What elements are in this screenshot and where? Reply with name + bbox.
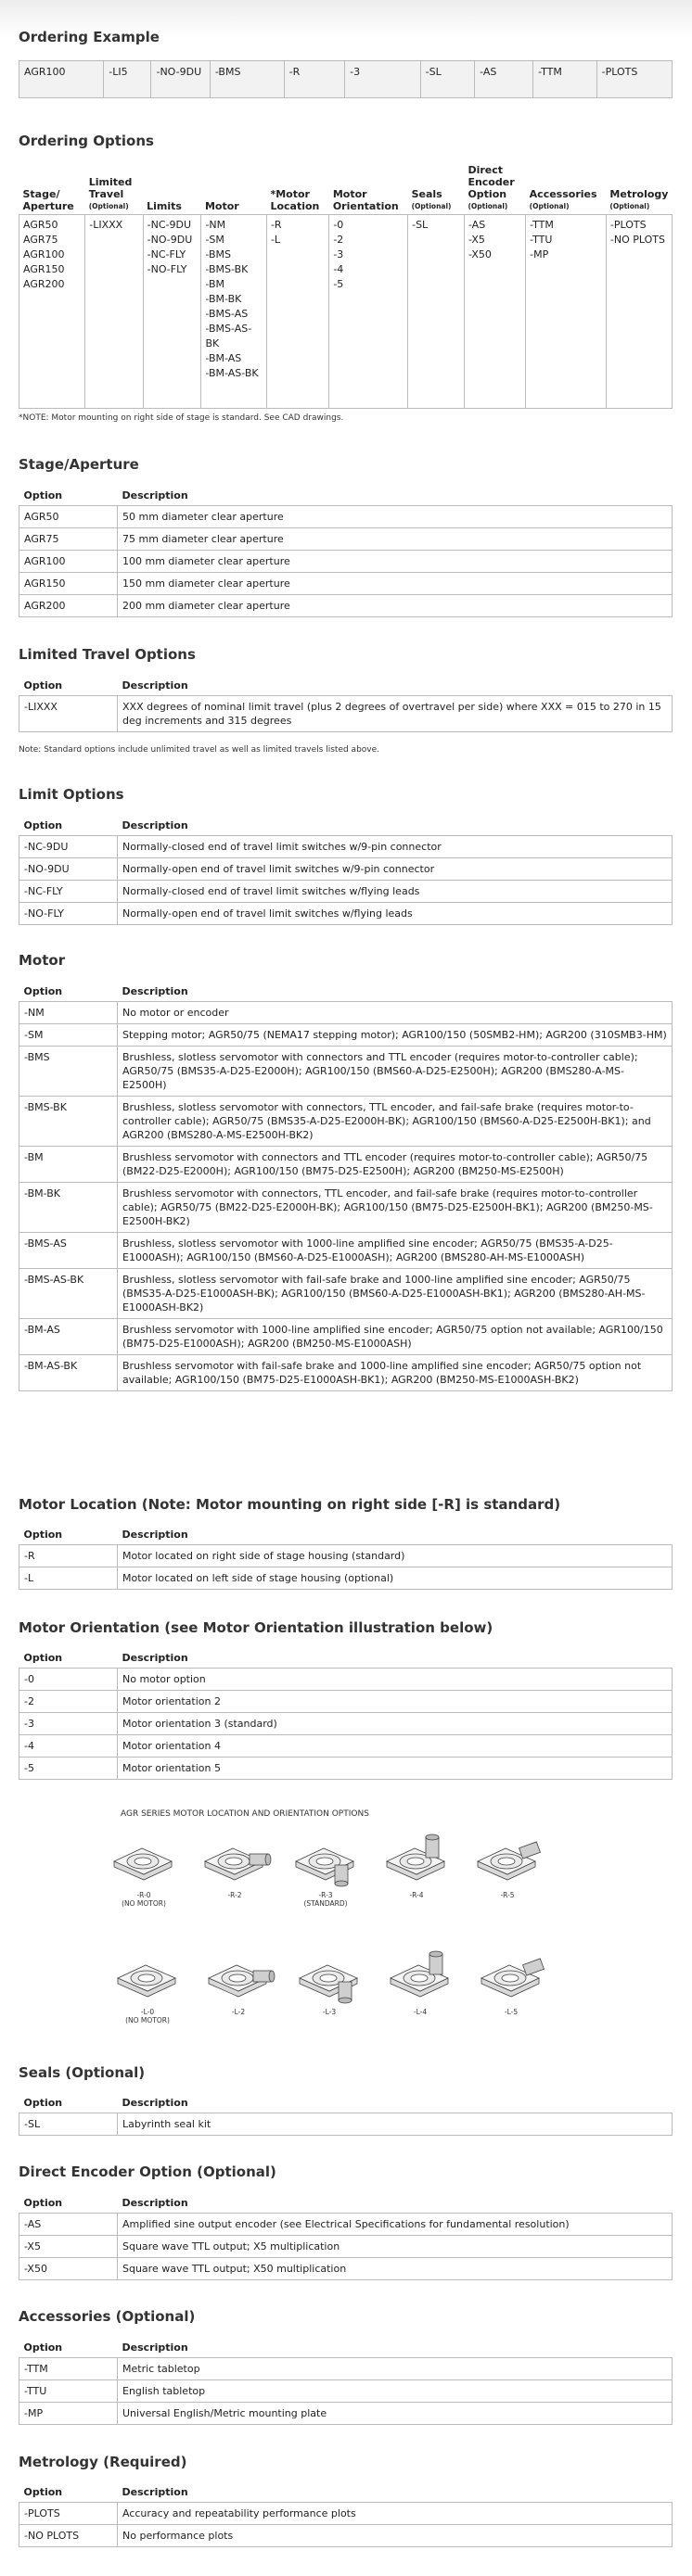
limited-travel-title: Limited Travel Options	[19, 646, 196, 663]
motor-location-title: Motor Location (Note: Motor mounting on right side [-R] is standard)	[19, 1496, 561, 1513]
table-row	[19, 2380, 673, 2403]
option-code: AGR150	[23, 263, 65, 275]
option-description: Normally-open end of travel limit switches w/9-pin connector	[118, 858, 673, 881]
ordering-options-column-header	[329, 164, 408, 215]
option-code: -X5	[468, 234, 485, 246]
option-description: Normally-open end of travel limit switches w/flying leads	[118, 903, 673, 925]
stage-label: -L-0	[140, 2008, 155, 2016]
option-code: -L	[270, 234, 281, 246]
option-code: -BMS-AS-BK	[205, 323, 252, 349]
option-description: Motor orientation 2	[118, 1691, 673, 1713]
table-row	[19, 1233, 673, 1269]
option-column-header: Option	[23, 2097, 63, 2109]
table-row	[19, 903, 673, 925]
option-column-header: Option	[23, 819, 63, 831]
description-column-header: Description	[122, 985, 188, 997]
option-description: Square wave TTL output; X5 multiplication	[118, 2236, 673, 2258]
option-code: -NO-FLY	[19, 903, 118, 925]
table-header-row	[19, 676, 673, 696]
seals-table	[19, 2093, 673, 2136]
ordering-options-column-items	[201, 215, 267, 409]
option-code: -3	[19, 1713, 118, 1735]
stage-label: -R-3	[318, 1891, 333, 1899]
table-header-row	[19, 486, 673, 506]
option-code: -0	[333, 219, 344, 231]
option-code: -BMS-AS-BK	[19, 1269, 118, 1319]
table-header-row	[19, 2338, 673, 2358]
option-description: Normally-closed end of travel limit switches w/9-pin connector	[118, 836, 673, 858]
option-code: -BM-AS	[205, 352, 242, 364]
column-sublabel: (Optional)	[609, 202, 650, 210]
option-code: -BMS-AS	[205, 308, 249, 320]
option-code: -NC-FLY	[147, 248, 186, 260]
option-code: -5	[333, 278, 344, 290]
option-code: AGR75	[23, 234, 58, 246]
motor-title: Motor	[19, 952, 66, 969]
option-code: -3	[333, 248, 344, 260]
ordering-options-column-header	[408, 164, 465, 215]
table-row	[19, 1047, 673, 1097]
option-code: -BM-BK	[19, 1183, 118, 1233]
accessories-title: Accessories (Optional)	[19, 2308, 196, 2325]
ordering-example-cell: -3	[345, 61, 420, 98]
ordering-options-column-header	[19, 164, 85, 215]
description-column-header: Description	[122, 2486, 188, 2498]
stage-caption	[107, 1891, 181, 1908]
stage-label: -R-5	[500, 1891, 515, 1899]
option-code: AGR50	[23, 219, 58, 231]
option-column-header: Option	[23, 2197, 63, 2209]
motor-orientation-table	[19, 1648, 673, 1780]
ordering-example-cell: -NO-9DU	[151, 61, 210, 98]
ordering-options-column-items	[266, 215, 328, 409]
table-row	[19, 1097, 673, 1147]
column-label: Direct Encoder Option	[468, 164, 515, 200]
table-row	[19, 881, 673, 903]
ordering-example-cell: -PLOTS	[596, 61, 672, 98]
option-column-header: Option	[23, 985, 63, 997]
table-row	[19, 1024, 673, 1047]
stage-label: -L-4	[413, 2008, 428, 2016]
table-row	[19, 2236, 673, 2258]
table-row	[19, 506, 673, 528]
stage-sublabel: (STANDARD)	[303, 1899, 348, 1908]
ordering-example-cell: -TTM	[533, 61, 596, 98]
stage-drawing	[110, 1950, 186, 2007]
stage-drawing	[288, 1834, 365, 1890]
option-code: AGR100	[19, 551, 118, 573]
stage-caption	[379, 1891, 454, 1899]
option-code: -R	[270, 219, 282, 231]
option-code: AGR75	[19, 528, 118, 551]
option-code: -LIXXX	[89, 219, 123, 231]
option-description: XXX degrees of nominal limit travel (plus 2 degrees of overtravel per side) where XXX = 015 to 270 in 15 deg increments and 315 degrees	[118, 696, 673, 732]
option-description: Universal English/Metric mounting plate	[118, 2403, 673, 2425]
ordering-example-row	[19, 61, 673, 98]
column-label: *Motor Location	[270, 188, 320, 212]
column-label: Stage/ Aperture	[22, 188, 74, 212]
ordering-options-column-header	[85, 164, 143, 215]
option-description: Brushless servomotor with 1000-line amplified sine encoder; AGR50/75 option not available; AGR100/150 (BM75-D25-E1000ASH); AGR200 (BM250-MS-E1000ASH)	[118, 1319, 673, 1355]
table-row	[19, 2525, 673, 2547]
stage-drawing	[201, 1950, 277, 2007]
option-description: Motor orientation 3 (standard)	[118, 1713, 673, 1735]
column-label: Metrology	[609, 188, 669, 200]
column-sublabel: (Optional)	[411, 202, 452, 210]
option-code: -NO PLOTS	[19, 2525, 118, 2547]
option-code: -NM	[19, 1002, 118, 1024]
option-description: Metric tabletop	[118, 2358, 673, 2380]
table-header-row	[19, 1525, 673, 1545]
table-row	[19, 858, 673, 881]
option-description: Square wave TTL output; X50 multiplication	[118, 2258, 673, 2280]
option-code: -BM-AS-BK	[205, 367, 259, 379]
stage-drawing	[292, 1950, 368, 2007]
stage-figure	[470, 1834, 546, 1922]
option-description: English tabletop	[118, 2380, 673, 2403]
ordering-options-column-header	[464, 164, 525, 215]
table-row	[19, 1269, 673, 1319]
description-column-header: Description	[122, 1652, 188, 1664]
option-code: -5	[19, 1758, 118, 1780]
option-code: -L	[19, 1567, 118, 1590]
option-code: -X50	[19, 2258, 118, 2280]
option-description: Labyrinth seal kit	[118, 2113, 673, 2136]
option-code: -SL	[412, 219, 429, 231]
option-column-header: Option	[23, 1529, 63, 1541]
option-code: -NM	[205, 219, 226, 231]
table-row	[19, 1735, 673, 1758]
stage-drawing	[383, 1950, 459, 2007]
option-code: -SL	[19, 2113, 118, 2136]
stage-aperture-table	[19, 486, 673, 617]
table-row	[19, 595, 673, 617]
ordering-options-column-header	[201, 164, 267, 215]
option-description: Brushless, slotless servomotor with 1000-line amplified sine encoder; AGR50/75 (BMS35-A-D25-E1000ASH); AGR100/150 (BMS60-A-D25-E1000ASH); AGR200 (BMS280-AH-MS-E1000ASH)	[118, 1233, 673, 1269]
ordering-example-cell: -AS	[475, 61, 533, 98]
table-row	[19, 836, 673, 858]
option-description: 150 mm diameter clear aperture	[118, 573, 673, 595]
column-sublabel: (Optional)	[529, 202, 570, 210]
description-column-header: Description	[122, 819, 188, 831]
motor-orientation-title: Motor Orientation (see Motor Orientation illustration below)	[19, 1619, 493, 1636]
table-row	[19, 1669, 673, 1691]
description-column-header: Description	[122, 679, 188, 692]
option-code: -TTU	[19, 2380, 118, 2403]
option-code: -TTM	[530, 219, 554, 231]
option-description: Normally-closed end of travel limit switches w/flying leads	[118, 881, 673, 903]
ordering-options-title: Ordering Options	[19, 133, 154, 149]
ordering-options-column-items	[464, 215, 525, 409]
table-row	[19, 573, 673, 595]
stage-drawing	[198, 1834, 274, 1890]
table-header-row	[19, 2193, 673, 2214]
option-description: Brushless servomotor with connectors, TTL encoder, and fail-safe brake (requires motor-to-controller cable); AGR50/75 (BM22-D25-E2000H-BK); AGR100/150 (BM75-D25-E2500H-BK1); AGR200 (BM250-MS-E2500H-BK2)	[118, 1183, 673, 1233]
option-code: -MP	[19, 2403, 118, 2425]
stage-figure	[474, 1950, 550, 2038]
option-code: AGR100	[23, 248, 65, 260]
table-header-row	[19, 982, 673, 1002]
stage-figure	[107, 1834, 183, 1922]
table-row	[19, 1002, 673, 1024]
option-description: Motor orientation 5	[118, 1758, 673, 1780]
table-header-row	[19, 2093, 673, 2113]
stage-label: -R-4	[409, 1891, 424, 1899]
option-code: -BMS-BK	[205, 263, 249, 275]
stage-label: -R-0	[136, 1891, 151, 1899]
option-description: Motor located on left side of stage housing (optional)	[118, 1567, 673, 1590]
description-column-header: Description	[122, 2341, 188, 2354]
option-code: -PLOTS	[19, 2503, 118, 2525]
ordering-options-table	[19, 164, 673, 409]
stage-caption	[110, 2008, 185, 2024]
option-column-header: Option	[23, 1652, 63, 1664]
ordering-example-cell: -R	[284, 61, 345, 98]
orientation-illustration	[19, 1804, 673, 2068]
option-code: -2	[19, 1691, 118, 1713]
option-code: -X5	[19, 2236, 118, 2258]
stage-label: -R-2	[227, 1891, 242, 1899]
stage-label: -L-2	[231, 2008, 246, 2016]
illustration-title: AGR SERIES MOTOR LOCATION AND ORIENTATION OPTIONS	[121, 1809, 369, 1819]
option-description: Brushless servomotor with connectors and TTL encoder (requires motor-to-controller cable); AGR50/75 (BM22-D25-E2000H); AGR100/150 (BM75-D25-E2500H); AGR200 (BM250-MS-E2500H)	[118, 1147, 673, 1183]
stage-caption	[198, 1891, 272, 1899]
motor-table	[19, 982, 673, 1391]
ordering-options-column-header	[526, 164, 607, 215]
option-description: Brushless servomotor with fail-safe brake and 1000-line amplified sine encoder; AGR50/75 option not available; AGR100/150 (BM75-D25-E1000ASH-BK1); AGR200 (BM250-MS-E1000ASH-BK2)	[118, 1355, 673, 1391]
option-code: AGR200	[23, 278, 65, 290]
option-code: -BMS	[205, 248, 232, 260]
column-sublabel: (Optional)	[468, 202, 508, 210]
table-row	[19, 1147, 673, 1183]
table-row	[19, 1183, 673, 1233]
stage-figure	[198, 1834, 274, 1922]
option-description: Brushless, slotless servomotor with connectors and TTL encoder (requires motor-to-controller cable); AGR50/75 (BMS35-A-D25-E2000H); AGR100/150 (BMS60-A-D25-E2500H); AGR200 (BMS280-A-MS-E2500H)	[118, 1047, 673, 1097]
option-code: -TTU	[530, 234, 553, 246]
accessories-table	[19, 2338, 673, 2425]
option-description: 100 mm diameter clear aperture	[118, 551, 673, 573]
ordering-options-column-header	[143, 164, 201, 215]
option-code: -PLOTS	[609, 219, 647, 231]
option-column-header: Option	[23, 2341, 63, 2354]
option-description: No motor option	[118, 1669, 673, 1691]
option-code: -NC-FLY	[19, 881, 118, 903]
ordering-example-title: Ordering Example	[19, 29, 160, 45]
option-code: -LIXXX	[19, 696, 118, 732]
encoder-table	[19, 2193, 673, 2280]
option-code: AGR200	[19, 595, 118, 617]
option-code: -NC-9DU	[19, 836, 118, 858]
option-description: Amplified sine output encoder (see Electrical Specifications for fundamental resolution)	[118, 2214, 673, 2236]
stage-drawing	[379, 1834, 455, 1890]
stage-aperture-title: Stage/Aperture	[19, 456, 139, 473]
option-description: Motor located on right side of stage housing (standard)	[118, 1545, 673, 1567]
option-code: AGR150	[19, 573, 118, 595]
stage-label: -L-3	[322, 2008, 337, 2016]
table-row	[19, 2358, 673, 2380]
option-code: -NO-9DU	[19, 858, 118, 881]
ordering-example-cell: -SL	[420, 61, 475, 98]
option-description: 50 mm diameter clear aperture	[118, 506, 673, 528]
limited-travel-table	[19, 676, 673, 732]
option-code: -BMS	[19, 1047, 118, 1097]
metrology-table	[19, 2482, 673, 2547]
table-row	[19, 1713, 673, 1735]
option-description: No motor or encoder	[118, 1002, 673, 1024]
ordering-options-column-header	[266, 164, 328, 215]
table-row	[19, 1758, 673, 1780]
option-code: AGR50	[19, 506, 118, 528]
option-code: -BM	[205, 278, 225, 290]
limit-options-title: Limit Options	[19, 786, 124, 803]
option-code: -SM	[205, 234, 224, 246]
option-code: -AS	[468, 219, 486, 231]
option-code: -AS	[19, 2214, 118, 2236]
metrology-title: Metrology (Required)	[19, 2454, 187, 2470]
motor-mounting-note: *NOTE: Motor mounting on right side of stage is standard. See CAD drawings.	[19, 413, 344, 423]
stage-caption	[474, 2008, 548, 2016]
option-code: -X50	[468, 248, 492, 260]
option-code: -4	[19, 1735, 118, 1758]
column-label: Limits	[147, 200, 182, 212]
table-row	[19, 2113, 673, 2136]
table-row	[19, 1319, 673, 1355]
option-code: -SM	[19, 1024, 118, 1047]
option-code: -NO-9DU	[147, 234, 193, 246]
option-code: -BM-AS-BK	[19, 1355, 118, 1391]
stage-caption	[201, 2008, 276, 2016]
option-code: -NO PLOTS	[609, 234, 666, 246]
stage-caption	[383, 2008, 457, 2016]
motor-location-table	[19, 1525, 673, 1590]
option-code: -BM-AS	[19, 1319, 118, 1355]
option-code: -TTM	[19, 2358, 118, 2380]
description-column-header: Description	[122, 2097, 188, 2109]
ordering-example-cell: AGR100	[19, 61, 104, 98]
ordering-options-column-items	[408, 215, 465, 409]
stage-drawing	[470, 1834, 546, 1890]
option-description: No performance plots	[118, 2525, 673, 2547]
column-label: Seals	[411, 188, 442, 200]
seals-title: Seals (Optional)	[19, 2064, 146, 2081]
option-description: Accuracy and repeatability performance plots	[118, 2503, 673, 2525]
stage-caption	[288, 1891, 363, 1908]
ordering-example-table	[19, 60, 673, 98]
option-description: Motor orientation 4	[118, 1735, 673, 1758]
table-row	[19, 2403, 673, 2425]
stage-caption	[470, 1891, 545, 1899]
option-description: 75 mm diameter clear aperture	[118, 528, 673, 551]
option-code: -2	[333, 234, 344, 246]
stage-figure	[383, 1950, 459, 2038]
ordering-options-column-items	[19, 215, 85, 409]
ordering-example-cell: -LI5	[104, 61, 151, 98]
stage-figure	[110, 1950, 186, 2038]
table-row	[19, 528, 673, 551]
column-label: Motor Orientation	[332, 188, 399, 212]
ordering-options-column-header	[606, 164, 672, 215]
ordering-options-column-items	[606, 215, 672, 409]
column-label: Limited Travel	[88, 176, 133, 200]
stage-figure	[379, 1834, 455, 1922]
table-header-row	[19, 816, 673, 836]
option-description: 200 mm diameter clear aperture	[118, 595, 673, 617]
limited-travel-note: Note: Standard options include unlimited travel as well as limited travels listed above.	[19, 745, 380, 755]
description-column-header: Description	[122, 2197, 188, 2209]
column-label: Accessories	[529, 188, 597, 200]
stage-drawing	[474, 1950, 550, 2007]
option-column-header: Option	[23, 489, 63, 501]
limit-options-table	[19, 816, 673, 925]
ordering-options-column-items	[143, 215, 201, 409]
description-column-header: Description	[122, 489, 188, 501]
description-column-header: Description	[122, 1529, 188, 1541]
table-row	[19, 2258, 673, 2280]
encoder-title: Direct Encoder Option (Optional)	[19, 2164, 276, 2180]
ordering-options-column-items	[329, 215, 408, 409]
stage-figure	[288, 1834, 365, 1922]
column-label: Motor	[204, 200, 239, 212]
table-row	[19, 1567, 673, 1590]
option-code: -4	[333, 263, 344, 275]
option-column-header: Option	[23, 2486, 63, 2498]
stage-figure	[292, 1950, 368, 2038]
option-code: -BMS-AS	[19, 1233, 118, 1269]
option-code: -0	[19, 1669, 118, 1691]
option-code: -NC-9DU	[147, 219, 192, 231]
table-row	[19, 2503, 673, 2525]
stage-figure	[201, 1950, 277, 2038]
table-row	[19, 696, 673, 732]
ordering-example-cell: -BMS	[210, 61, 284, 98]
option-description: Stepping motor; AGR50/75 (NEMA17 stepping motor); AGR100/150 (50SMB2-HM); AGR200 (310SMB3-HM)	[118, 1024, 673, 1047]
ordering-options-column-items	[526, 215, 607, 409]
table-row	[19, 1545, 673, 1567]
table-row	[19, 551, 673, 573]
stage-sublabel: (NO MOTOR)	[125, 2016, 170, 2024]
ordering-options-header	[19, 164, 673, 215]
option-code: -BM	[19, 1147, 118, 1183]
option-code: -MP	[530, 248, 549, 260]
column-sublabel: (Optional)	[88, 202, 129, 210]
table-row	[19, 1691, 673, 1713]
table-row	[19, 2214, 673, 2236]
option-description: Brushless, slotless servomotor with fail-safe brake and 1000-line amplified sine encoder; AGR50/75 (BMS35-A-D25-E1000ASH-BK); AGR100/150 (BMS60-A-D25-E1000ASH-BK1); AGR200 (BMS280-AH-MS-E1000ASH-BK2)	[118, 1269, 673, 1319]
stage-label: -L-5	[504, 2008, 519, 2016]
ordering-options-column-items	[85, 215, 143, 409]
stage-caption	[292, 2008, 366, 2016]
option-code: -NO-FLY	[147, 263, 187, 275]
table-row	[19, 1355, 673, 1391]
ordering-options-body	[19, 215, 673, 409]
stage-sublabel: (NO MOTOR)	[122, 1899, 166, 1908]
option-column-header: Option	[23, 679, 63, 692]
option-code: -BM-BK	[205, 293, 242, 305]
option-description: Brushless, slotless servomotor with connectors, TTL encoder, and fail-safe brake (requires motor-to-controller cable); AGR50/75 (BMS35-A-D25-E2000H-BK); AGR100/150 (BMS60-A-D25-E2500H-BK1); and AGR200 (BMS280-A-MS-E2500H-BK2)	[118, 1097, 673, 1147]
option-code: -BMS-BK	[19, 1097, 118, 1147]
option-code: -R	[19, 1545, 118, 1567]
table-header-row	[19, 1648, 673, 1669]
stage-drawing	[107, 1834, 183, 1890]
table-header-row	[19, 2482, 673, 2503]
